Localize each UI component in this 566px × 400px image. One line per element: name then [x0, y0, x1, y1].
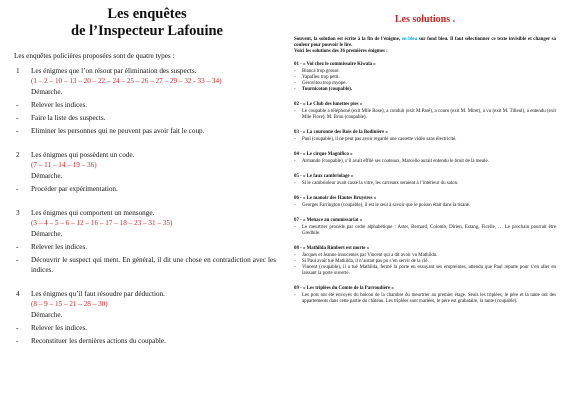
type-codes: (7 – 11 – 14 – 19 – 36): [31, 161, 97, 169]
solution-entry: [294, 246, 556, 277]
step-item: [16, 336, 276, 346]
solution-heading: 09 - « Les triplées du Comte de la Parroudière »: [294, 286, 394, 292]
type-codes: (8 – 9 – 15 – 21 – 28 – 30): [31, 300, 108, 308]
solution-lines: [294, 109, 556, 121]
type-label: Les énigmes qu’il faut résoudre par déduction.: [31, 290, 165, 298]
solution-text: Tournicoton (coupable).: [302, 87, 353, 93]
step-item: [16, 242, 276, 252]
solution-entry: [294, 286, 556, 305]
solutions-title: Les solutions .: [394, 14, 456, 25]
step-text: Faire la liste des suspects.: [31, 114, 106, 122]
solutions-list: [294, 62, 556, 305]
enigma-type: [14, 150, 276, 194]
step-text: Reconstituer les dernières actions du coupable.: [31, 337, 166, 345]
solution-entry: [294, 130, 556, 143]
solution-entry: [294, 196, 556, 209]
title-line-2: de l’Inspecteur Lafouine: [71, 23, 223, 39]
solution-text: Blanca trop grosse.: [302, 69, 340, 75]
solution-line: [294, 265, 556, 277]
step-text: Relever les indices.: [31, 243, 88, 251]
solution-text: Paul (coupable), il ne peut pas avoir regardé une cassette vidéo sans électricité.: [302, 137, 457, 143]
solution-heading: 07 - « Menace au commissariat »: [294, 218, 363, 224]
demarche-label: Démarche.: [31, 172, 63, 180]
type-label: Les énigmes que l’on résout par élimination des suspects.: [31, 67, 197, 75]
solution-heading: 03 - « La couronne des Rois de la Bodinière »: [294, 130, 388, 136]
enigma-type: [14, 289, 276, 346]
solution-line: [294, 225, 556, 237]
dash-bullet: -: [16, 256, 19, 264]
solutions-intro: [294, 37, 556, 55]
solution-lines: [294, 137, 556, 143]
step-item: [16, 255, 276, 275]
dash-bullet: -: [16, 324, 19, 332]
solution-line: [294, 137, 556, 143]
demarche-label: Démarche.: [31, 88, 63, 96]
solution-heading: 04 - « Le cirque Magnifico »: [294, 152, 353, 158]
enigma-type: [14, 208, 276, 275]
solution-line: [294, 293, 556, 305]
dash-bullet: -: [16, 114, 19, 122]
dash-bullet: -: [294, 137, 296, 143]
dash-bullet: -: [16, 185, 19, 193]
dash-bullet: -: [294, 87, 296, 93]
solution-entry: [294, 152, 556, 165]
steps-list: [16, 242, 276, 275]
solution-entry: [294, 102, 556, 121]
solution-line: [294, 181, 556, 187]
enigma-types-list: [14, 66, 276, 346]
page-title: [18, 6, 276, 40]
step-item: [16, 323, 276, 333]
solution-text: Vincent (coupable), il a tué Mathilda, fermé la porte en essuyant ses empreintes, attendu que Paul reparte pour s’en aller en laissant la porte ouverte.: [302, 265, 556, 277]
steps-list: [16, 184, 276, 194]
solution-text: Les pots ont été envoyés du balcon de la chambre du meurtrier au premier étage. Seuls les triplées, le père et la tante ont des appartements dans cette partie du château. Les triplées sont mariées, le père est grabataire, la tante (coupable).: [302, 293, 556, 305]
solution-heading: 01 - « Vol chez le commissaire Kiwala »: [294, 62, 376, 68]
dash-bullet: -: [16, 337, 19, 345]
solution-lines: [294, 69, 556, 93]
solution-line: [294, 109, 556, 121]
dash-bullet: -: [294, 265, 296, 271]
solution-text: Le meurtrier procède par ordre alphabétique : Aster, Bernard, Colomb, Dirien, Estang, Ficelle, … Le prochain pourrait être Gredhile.: [302, 225, 556, 237]
solution-lines: [294, 203, 556, 209]
step-text: Relever les indices.: [31, 101, 88, 109]
dash-bullet: -: [294, 181, 296, 187]
solution-line: [294, 203, 556, 209]
solution-heading: 06 - « Le manoir des Hautes Bruyères »: [294, 196, 377, 202]
type-codes: (3 – 4 – 5 – 6 – 12 – 16 – 17 – 18 – 23 – 31 – 35): [31, 219, 173, 227]
demarche-label: Démarche.: [31, 311, 63, 319]
solution-lines: [294, 159, 556, 165]
solution-heading: 05 - « Le faux cambriolage »: [294, 174, 354, 180]
solution-entry: [294, 174, 556, 187]
step-text: Procéder par expérimentation.: [31, 185, 118, 193]
dash-bullet: -: [294, 293, 296, 299]
solution-text: Gérovitou trop myope.: [302, 81, 347, 87]
step-item: [16, 113, 276, 123]
type-label: Les énigmes qui comportent un mensonge.: [31, 209, 155, 217]
solution-text: Armando (coupable), s’il avait effilé ses couteaux, Marcello aurait entendu le bruit de la meule.: [302, 159, 489, 165]
solution-line: [294, 87, 556, 93]
solution-lines: [294, 225, 556, 237]
step-text: Eliminer les personnes qui ne peuvent pas avoir fait le coup.: [31, 127, 205, 135]
intro-part-c: Voici les solutions des 36 premières énigmes :: [294, 49, 388, 55]
type-codes: (1 – 2 – 10 – 13 – 20 – 22 – 24 – 25 – 26 – 27 – 29 – 32 - 33 – 34): [31, 77, 222, 85]
title-line-1: Les enquêtes: [107, 6, 187, 22]
solution-text: Le coupable a téléphoné (exit Mlle Rose), a conduit (exit M.Paré), a couru (exit M. Miret), a vu (exit M. Tilleul), a entendu (exit Mlle Flore), M. Brun (coupable).: [302, 109, 556, 121]
step-item: [16, 126, 276, 136]
solution-text: Jacques et Jeanne innocentes par Vincent qui a dit avoir vu Mathilda.: [302, 253, 438, 259]
dash-bullet: -: [294, 159, 296, 165]
dash-bullet: -: [294, 75, 296, 81]
dash-bullet: -: [294, 259, 296, 265]
dash-bullet: -: [16, 243, 19, 251]
type-number: 3: [16, 209, 20, 217]
solution-lines: [294, 181, 556, 187]
type-number: 2: [16, 151, 20, 159]
intro-part-a: Souvent, la solution est écrite à la fin de l’énigme,: [294, 37, 402, 42]
solution-heading: 02 - « Le Club des lunettes pies »: [294, 102, 363, 108]
type-label: Les énigmes qui possèdent un code.: [31, 151, 135, 159]
type-number: 1: [16, 67, 20, 75]
step-text: Relever les indices.: [31, 324, 88, 332]
dash-bullet: -: [294, 225, 296, 231]
steps-list: [16, 100, 276, 136]
dash-bullet: -: [294, 109, 296, 115]
intro-part-b: sur fond bleu. Il faut sélectionner ce texte invisible et changer sa couleur pour pouvoir le lire.: [294, 37, 556, 49]
step-item: [16, 184, 276, 194]
dash-bullet: -: [294, 253, 296, 259]
solution-text: Georges Farrington (coupable), il est le seul à savoir que le poison était dans la tisane.: [302, 203, 471, 209]
left-column: [14, 6, 276, 346]
solution-text: Si Paul avait tué Mathilda, il n’aurait pas pu s’en servir de la clé.: [302, 259, 429, 265]
dash-bullet: -: [294, 81, 296, 87]
dash-bullet: -: [16, 101, 19, 109]
dash-bullet: -: [16, 127, 19, 135]
demarche-label: Démarche.: [31, 230, 63, 238]
dash-bullet: -: [294, 69, 296, 75]
solution-heading: 08 - « Mathilda Rimbert est morte »: [294, 246, 370, 252]
solution-lines: [294, 293, 556, 305]
intro-highlight: en bleu: [401, 37, 418, 42]
step-text: Découvrir le suspect qui ment. En général, il dit une chose en contradiction avec les indices.: [31, 256, 276, 274]
steps-list: [16, 323, 276, 346]
step-item: [16, 100, 276, 110]
solution-lines: [294, 253, 556, 277]
solution-text: Si le cambrioleur avait cassé la vitre, les carreaux seraient à l’intérieur du salon.: [302, 181, 459, 187]
enigma-type: [14, 66, 276, 136]
dash-bullet: -: [294, 203, 296, 209]
type-number: 4: [16, 290, 20, 298]
intro-text: Les enquêtes policières proposées sont de quatre types :: [14, 52, 175, 60]
solution-entry: [294, 218, 556, 237]
solution-text: Yapafleu trop petit.: [302, 75, 340, 81]
solution-line: [294, 159, 556, 165]
right-column: [294, 14, 556, 314]
solution-entry: [294, 62, 556, 93]
